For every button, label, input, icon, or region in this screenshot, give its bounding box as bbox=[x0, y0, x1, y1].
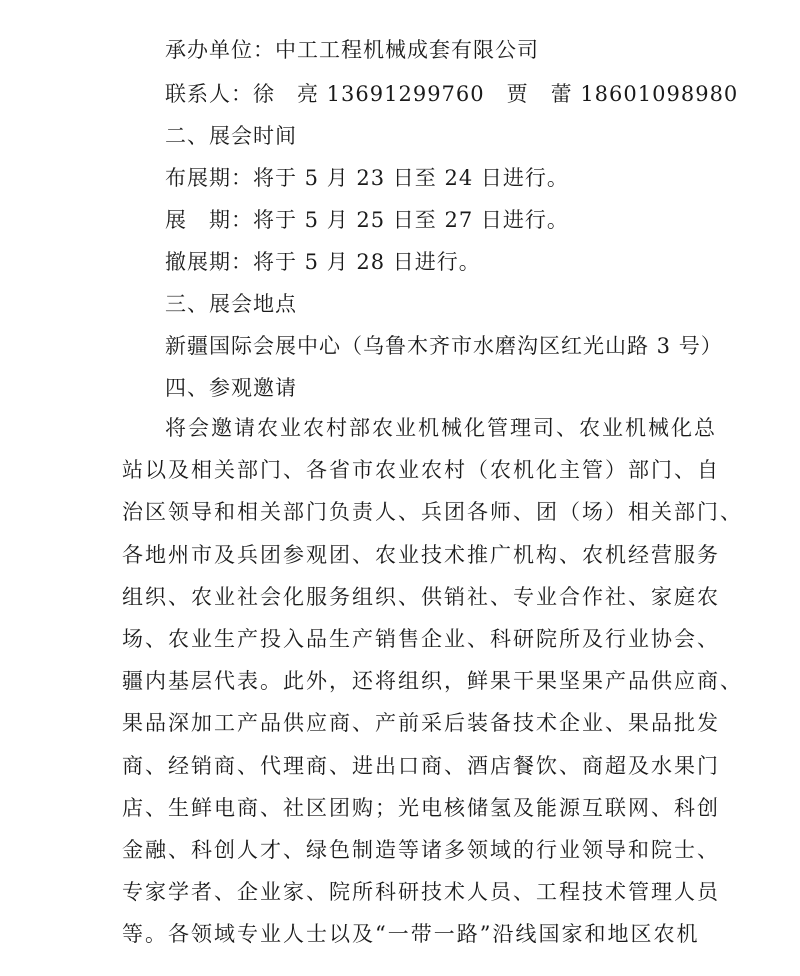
exhibition-period: 展 期：将于 5 月 25 日至 27 日进行。 bbox=[165, 208, 569, 232]
contacts-text: 徐 亮 13691299760 贾 蕾 18601098980 bbox=[253, 82, 739, 106]
contacts-line bbox=[165, 80, 738, 108]
paragraph-line: 治区领导和相关部门负责人、兵团各师、团（场）相关部门、 bbox=[122, 500, 743, 525]
paragraph-line: 站以及相关部门、各省市农业农村（农机化主管）部门、自 bbox=[122, 458, 720, 483]
paragraph-line: 疆内基层代表。此外，还将组织，鲜果干果坚果产品供应商、 bbox=[122, 669, 743, 694]
venue-address: 新疆国际会展中心（乌鲁木齐市水磨沟区红光山路 3 号） bbox=[165, 334, 723, 358]
paragraph-line: 各地州市及兵团参观团、农业技术推广机构、农机经营服务 bbox=[122, 542, 720, 567]
paragraph-line: 场、农业生产投入品生产销售企业、科研院所及行业协会、 bbox=[122, 627, 720, 652]
paragraph-line: 果品深加工产品供应商、产前采后装备技术企业、果品批发 bbox=[122, 711, 720, 736]
paragraph-line: 等。各领域专业人士以及“一带一路”沿线国家和地区农机 bbox=[122, 922, 700, 947]
section-heading-invitation: 四、参观邀请 bbox=[165, 376, 297, 400]
organizer-line bbox=[165, 36, 539, 64]
invitation-paragraph bbox=[122, 407, 743, 956]
paragraph-line: 组织、农业社会化服务组织、供销社、专业合作社、家庭农 bbox=[122, 584, 720, 609]
setup-period: 布展期：将于 5 月 23 日至 24 日进行。 bbox=[165, 166, 569, 190]
teardown-period: 撤展期：将于 5 月 28 日进行。 bbox=[165, 250, 481, 274]
paragraph-line: 金融、科创人才、绿色制造等诸多领域的行业领导和院士、 bbox=[122, 838, 720, 863]
paragraph-line: 将会邀请农业农村部农业机械化管理司、农业机械化总 bbox=[165, 416, 717, 440]
section-heading-venue: 三、展会地点 bbox=[165, 292, 297, 316]
organizer-value: 中工工程机械成套有限公司 bbox=[275, 38, 539, 62]
paragraph-line: 商、经销商、代理商、进出口商、酒店餐饮、商超及水果门 bbox=[122, 753, 720, 778]
organizer-label: 承办单位： bbox=[165, 38, 275, 62]
section-heading-time: 二、展会时间 bbox=[165, 124, 297, 148]
paragraph-line: 专家学者、企业家、院所科研技术人员、工程技术管理人员 bbox=[122, 880, 720, 905]
paragraph-line: 店、生鲜电商、社区团购；光电核储氢及能源互联网、科创 bbox=[122, 795, 720, 820]
contacts-label: 联系人： bbox=[165, 82, 253, 106]
